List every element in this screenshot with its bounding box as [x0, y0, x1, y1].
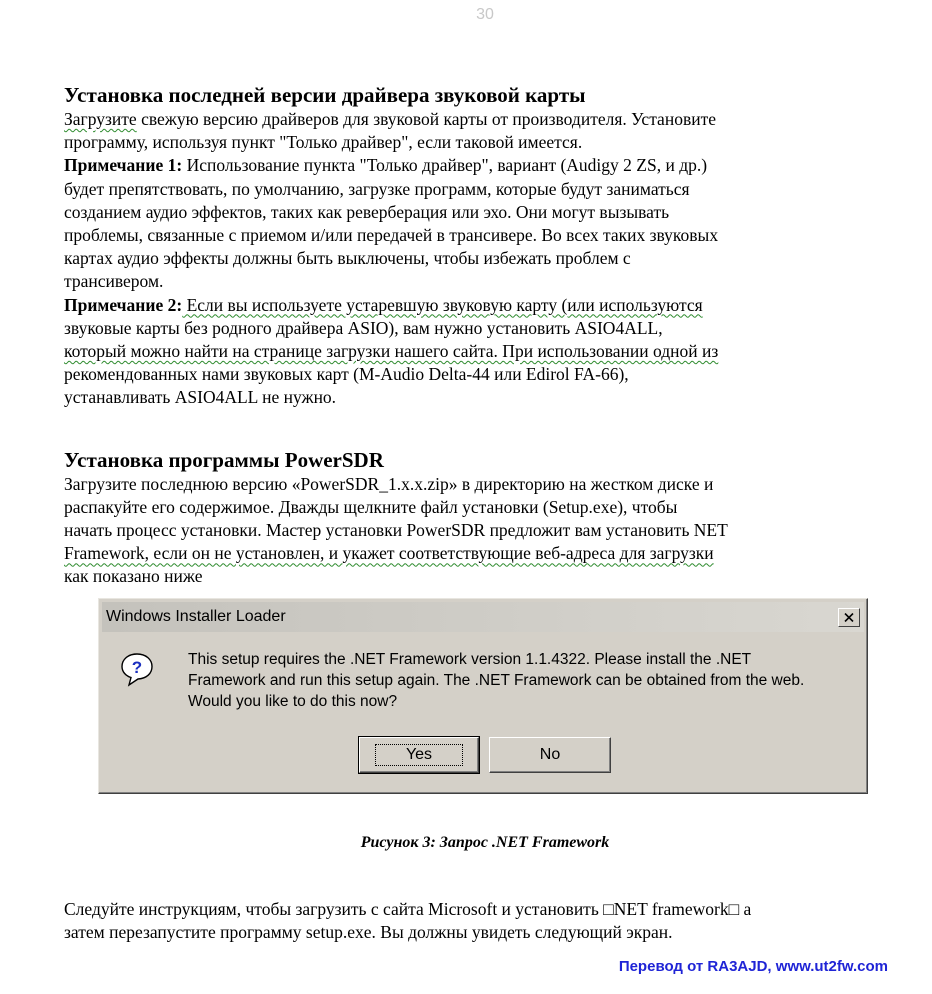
document-body	[64, 82, 854, 589]
section-heading-powersdr: Установка программы PowerSDR	[64, 447, 384, 472]
paragraph-intro: Загрузите свежую версию драйверов для звуковой карты от производителя. Установите программу, используя пункт "Только драйвер", если таковой имеется.	[64, 109, 716, 153]
section-heading-driver: Установка последней версии драйвера звуковой карты	[64, 83, 586, 107]
spellcheck-word: Загрузите	[64, 109, 137, 129]
no-button[interactable]	[489, 737, 611, 773]
paragraph-install: Загрузите последнюю версию «PowerSDR_1.x.x.zip» в директорию на жестком диске и распакуйте его содержимое. Дважды щелкните файл установки (Setup.exe), чтобы начать процесс установки. Мастер установки PowerSDR предложит вам установить NET Framework, если он не установлен, и укажет соответствующие веб-адреса для загрузки как показано ниже	[64, 473, 728, 587]
question-icon	[119, 651, 155, 687]
yes-button-label: Yes	[375, 744, 463, 766]
svg-text:?: ?	[131, 658, 143, 677]
no-button-label: No	[539, 746, 561, 763]
translator-credit: Перевод от RA3AJD, www.ut2fw.com	[618, 958, 888, 975]
dialog-message: This setup requires the .NET Framework version 1.1.4322. Please install the .NET Framework and run this setup again. The .NET Framework can be obtained from the web. Would you like to do this now?	[188, 651, 805, 710]
yes-button[interactable]	[359, 737, 479, 773]
installer-dialog	[98, 598, 868, 794]
paragraph-note2: Примечание 2: Если вы используете устаревшую звуковую карту (или используются звуковые карты без родного драйвера ASIO), вам нужно установить ASIO4ALL, который можно найти на странице загрузки нашего сайта. При использовании одной из рекомендованных нами звуковых карт (M-Audio Delta-44 или Edirol FA-66), устанавливать ASIO4ALL не нужно.	[64, 294, 719, 408]
figure-caption: Рисунок 3: Запрос .NET Framework	[360, 834, 610, 851]
note2-label: Примечание 2:	[64, 294, 183, 315]
page-number: 30	[476, 6, 494, 23]
note1-label: Примечание 1:	[64, 155, 183, 176]
close-icon	[844, 613, 854, 622]
paragraph-note1: Примечание 1: Использование пункта "Только драйвер", вариант (Audigy 2 ZS, и др.) будет препятствовать, по умолчанию, загрузке программ, которые будут заниматься созданием аудио эффектов, таких как реверберация или эхо. Они могут вызывать проблемы, связанные с приемом и/или передачей в трансивере. Во всех таких звуковых картах аудио эффекты должны быть выключены, чтобы избежать проблем с трансивером.	[64, 155, 719, 292]
close-button[interactable]	[838, 608, 860, 627]
dialog-titlebar[interactable]	[102, 602, 864, 632]
dialog-title: Windows Installer Loader	[106, 608, 286, 625]
paragraph-follow: Следуйте инструкциям, чтобы загрузить с сайта Microsoft и установить □NET framework□ а затем перезапустите программу setup.exe. Вы должны увидеть следующий экран.	[64, 899, 752, 943]
